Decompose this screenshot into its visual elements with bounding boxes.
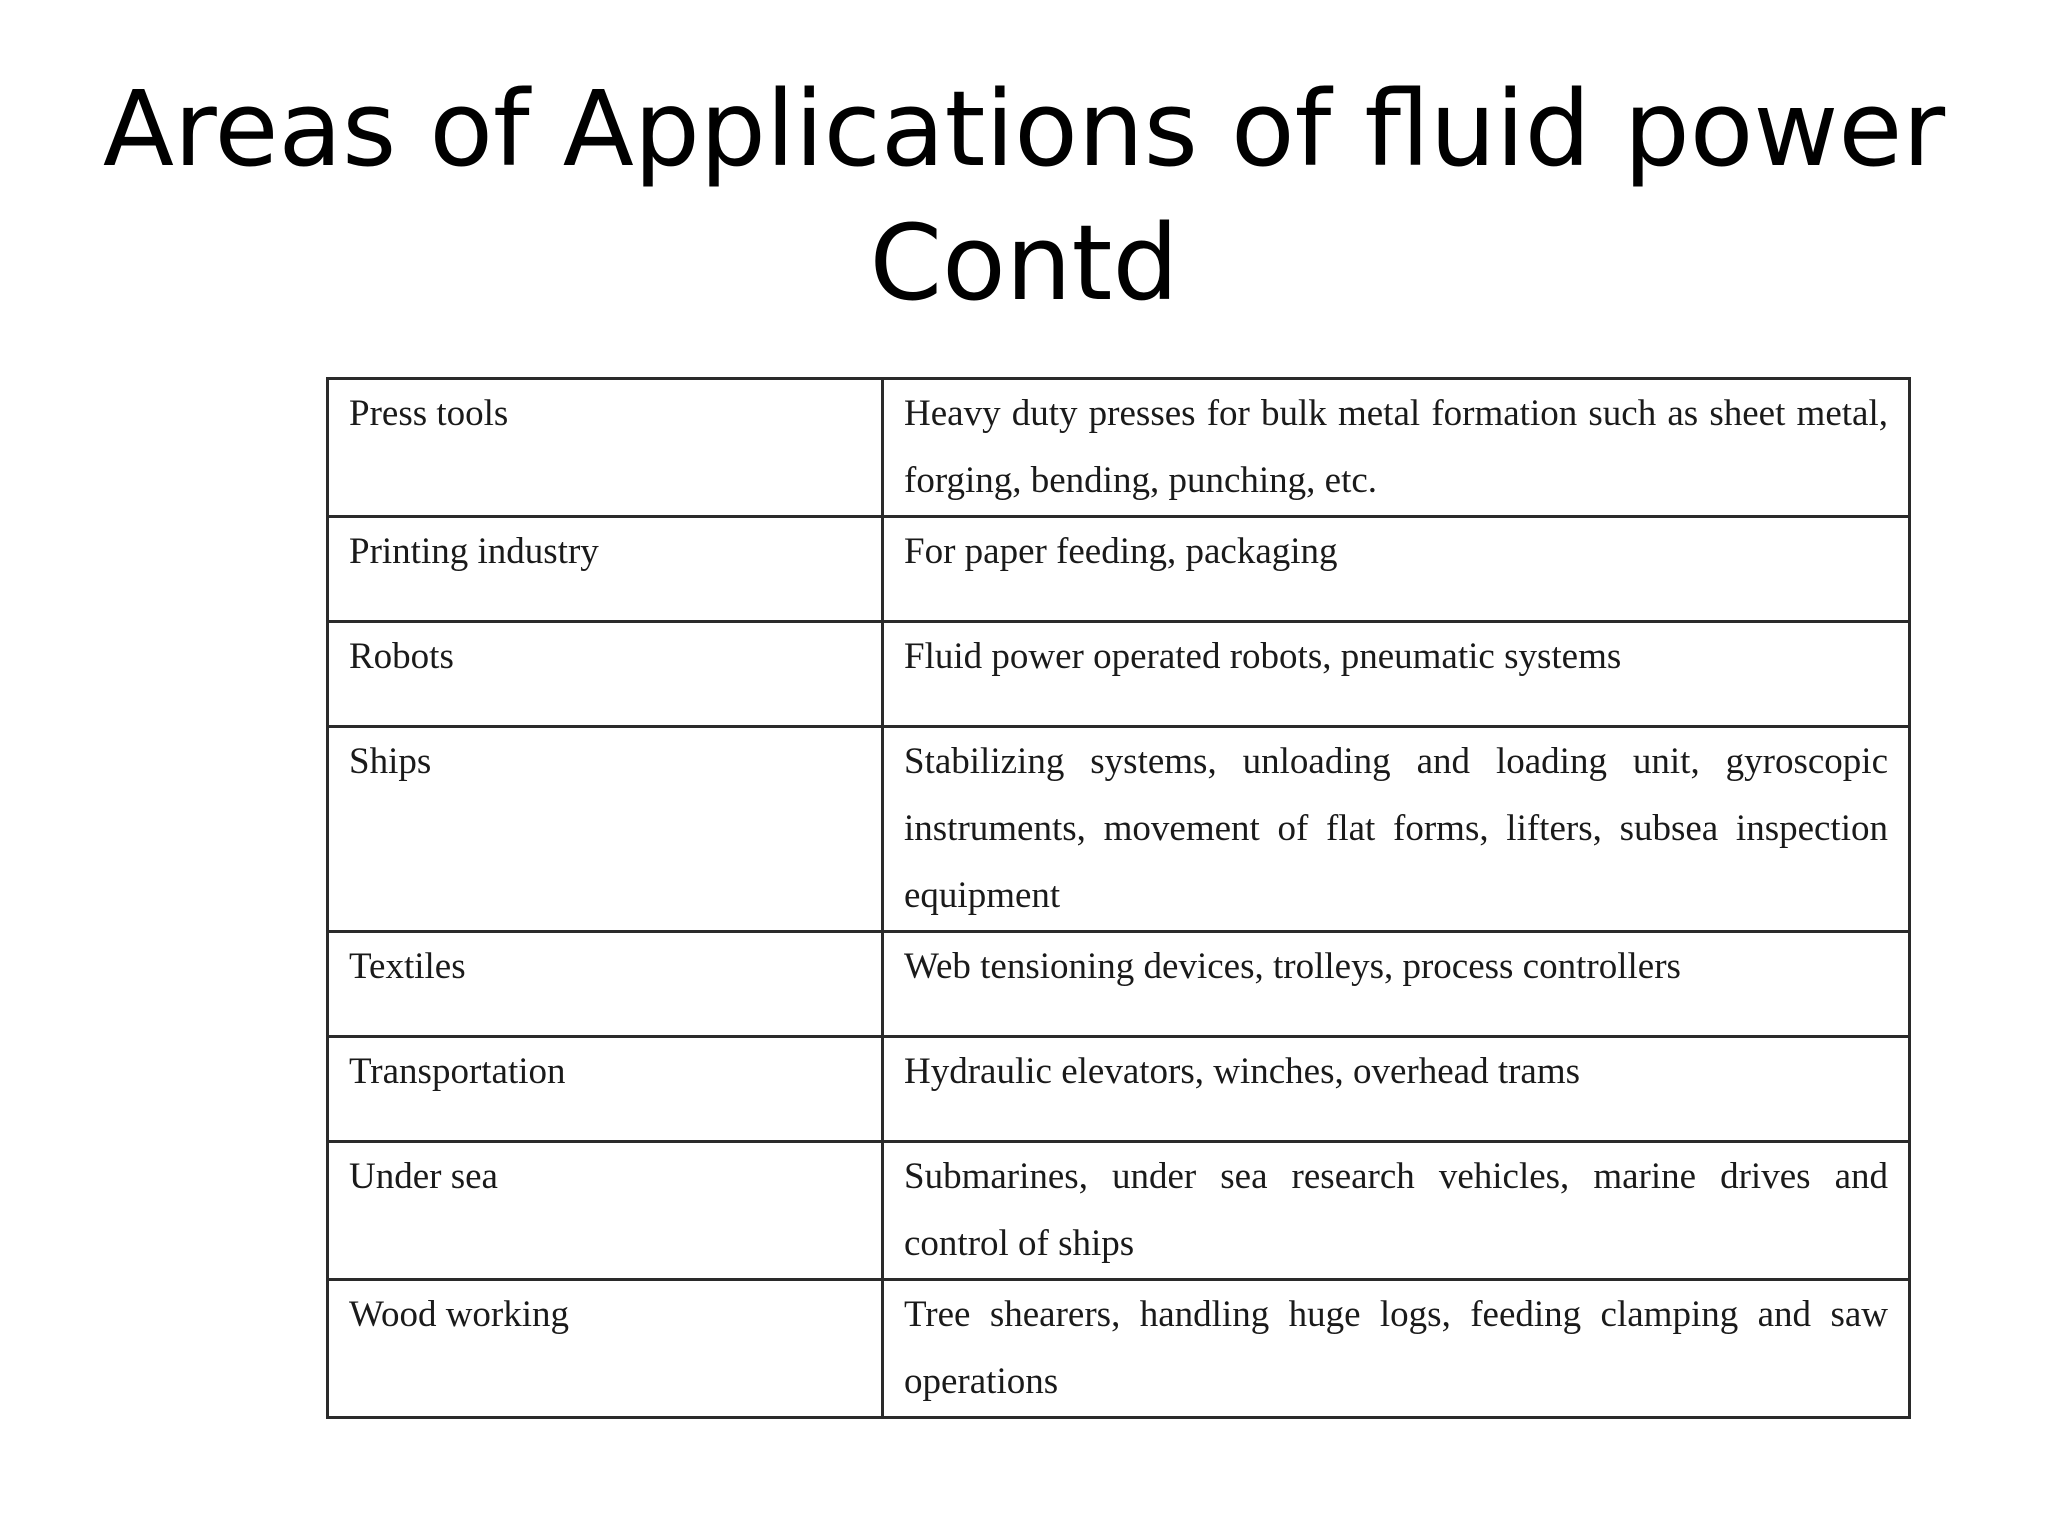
area-cell: Robots xyxy=(328,622,883,727)
area-cell: Transportation xyxy=(328,1037,883,1142)
application-cell: Stabilizing systems, unloading and loading unit, gyroscopic instruments, movement of flat forms, lifters, subsea inspection equipment xyxy=(883,727,1910,932)
area-cell: Textiles xyxy=(328,932,883,1037)
table-row xyxy=(328,379,1910,517)
application-cell: Heavy duty presses for bulk metal formation such as sheet metal, forging, bending, punching, etc. xyxy=(883,379,1910,517)
area-cell: Under sea xyxy=(328,1142,883,1280)
application-cell: Hydraulic elevators, winches, overhead trams xyxy=(883,1037,1910,1142)
application-cell: Fluid power operated robots, pneumatic systems xyxy=(883,622,1910,727)
area-cell: Printing industry xyxy=(328,517,883,622)
applications-table xyxy=(326,377,1911,1419)
area-cell: Ships xyxy=(328,727,883,932)
table-row xyxy=(328,1037,1910,1142)
table-row xyxy=(328,1142,1910,1280)
application-cell: Web tensioning devices, trolleys, process controllers xyxy=(883,932,1910,1037)
application-cell: Tree shearers, handling huge logs, feeding clamping and saw operations xyxy=(883,1280,1910,1418)
table-row xyxy=(328,727,1910,932)
area-cell: Press tools xyxy=(328,379,883,517)
table-row xyxy=(328,932,1910,1037)
slide-title-line-1: Areas of Applications of fluid power xyxy=(102,68,1946,190)
slide-title-line-2: Contd xyxy=(869,202,1179,324)
table-row xyxy=(328,622,1910,727)
application-cell: Submarines, under sea research vehicles, marine drives and control of ships xyxy=(883,1142,1910,1280)
table-row xyxy=(328,517,1910,622)
area-cell: Wood working xyxy=(328,1280,883,1418)
slide-title xyxy=(0,62,2048,330)
table-row xyxy=(328,1280,1910,1418)
application-cell: For paper feeding, packaging xyxy=(883,517,1910,622)
